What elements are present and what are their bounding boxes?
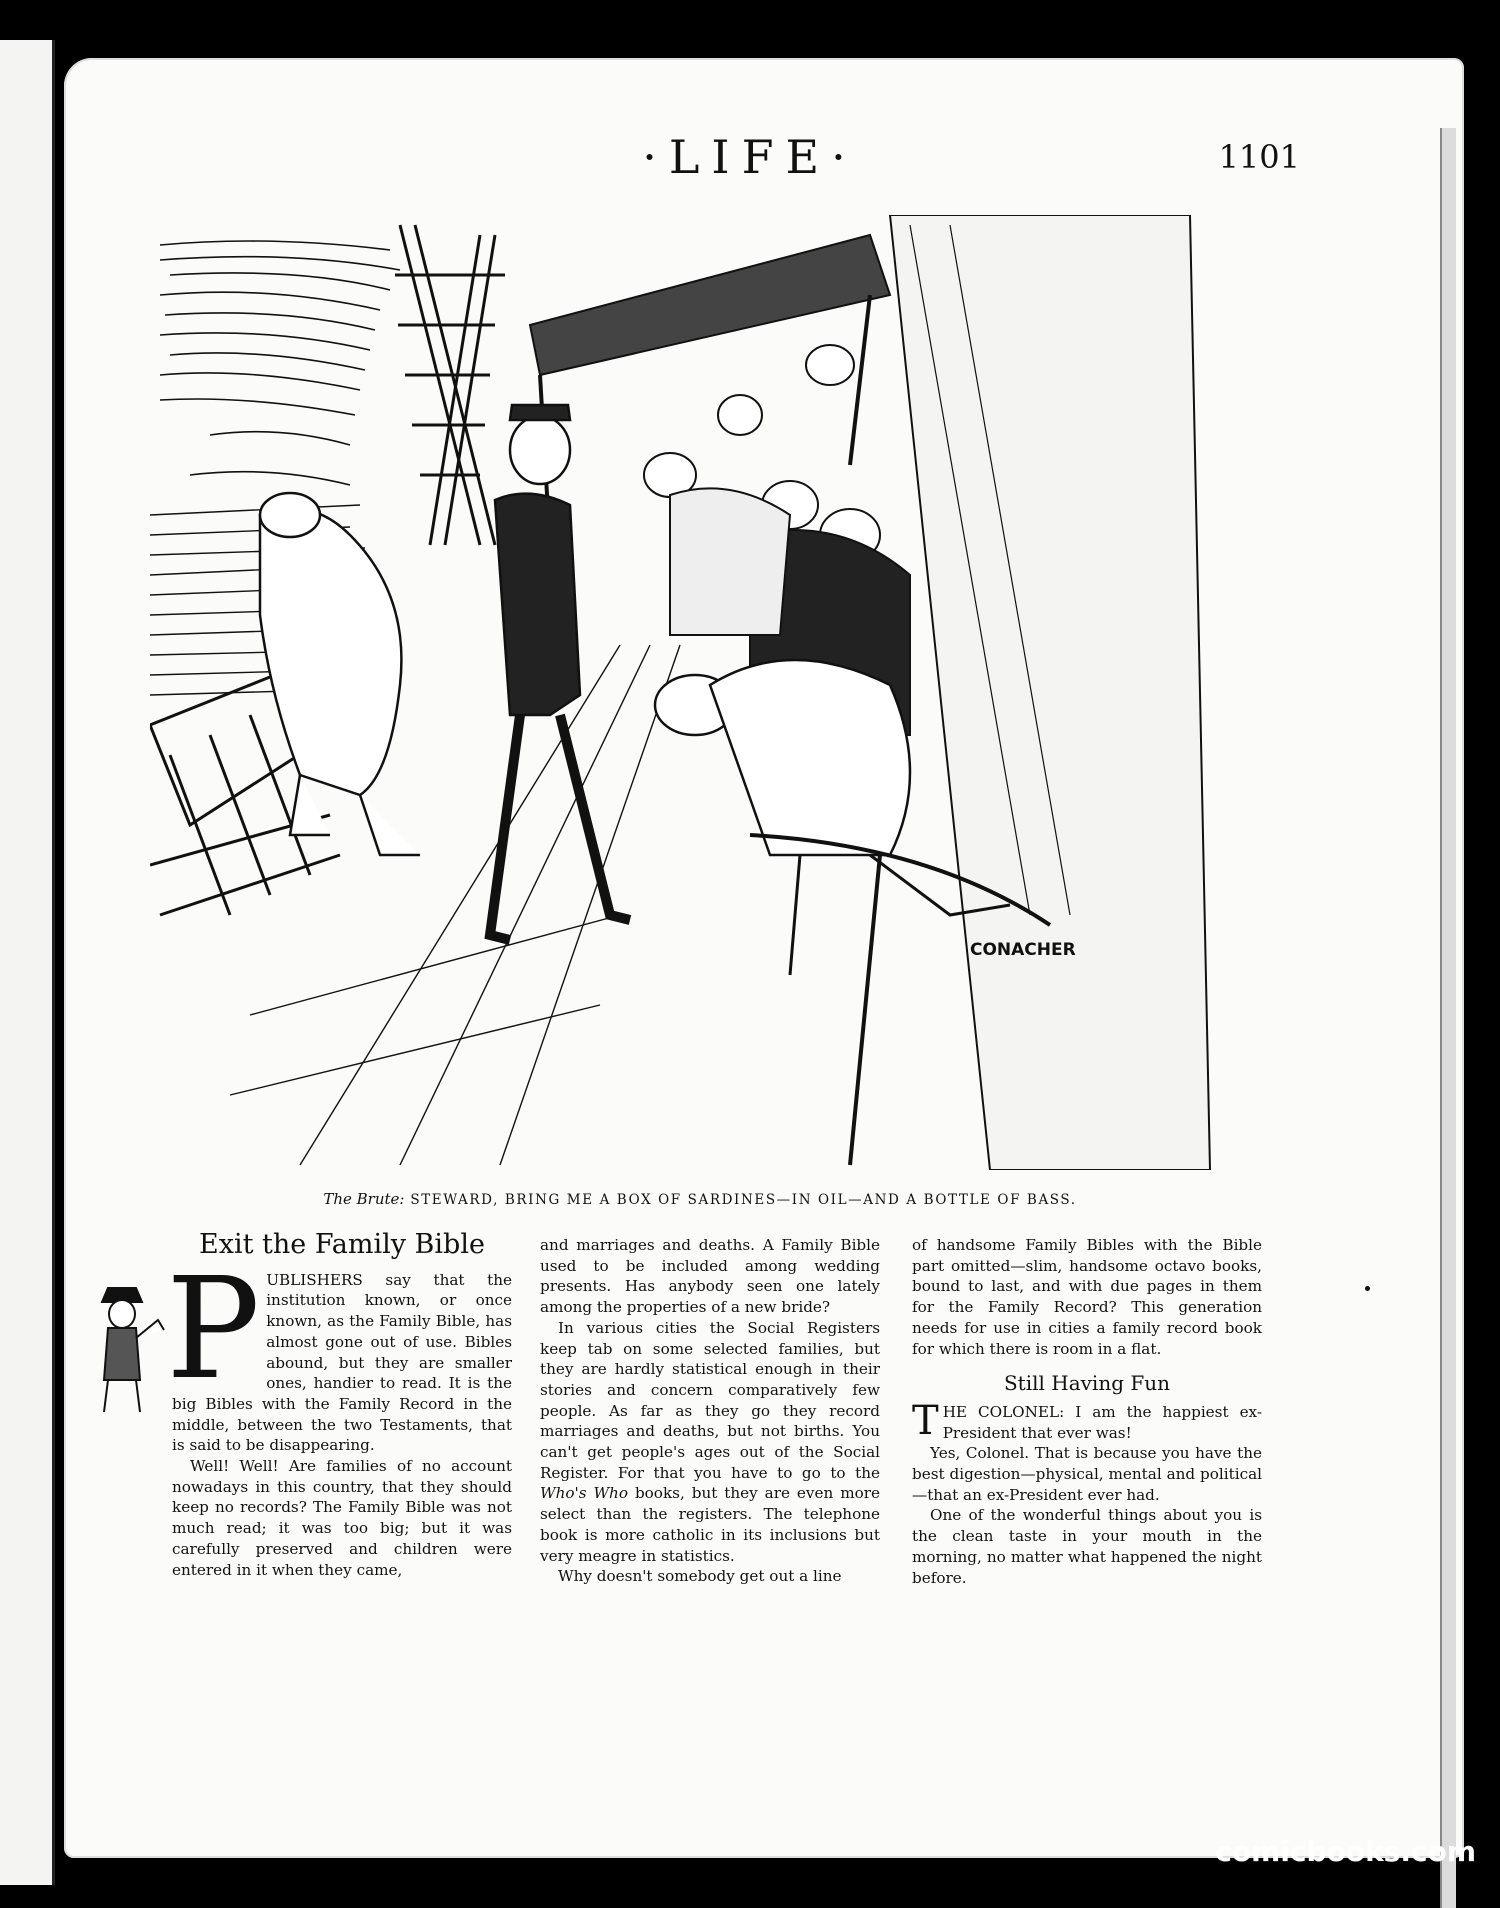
decorative-imp-figure <box>92 1280 172 1420</box>
text-run: HE COLONEL: I am the happiest ex-President that ever was! <box>942 1402 1262 1442</box>
stray-mark <box>1365 1286 1370 1291</box>
seasick-passenger <box>260 493 420 855</box>
article-column-3 <box>912 1235 1262 1588</box>
sky-hatching <box>160 241 400 485</box>
caption-text: STEWARD, BRING ME A BOX OF SARDINES—IN OIL—AND A BOTTLE OF BASS. <box>410 1192 1077 1208</box>
masthead: ·LIFE· <box>642 130 858 184</box>
article-paragraph: One of the wonderful things about you is the clean taste in your mouth in the morning, no matter what happened the night before. <box>912 1506 1262 1587</box>
illustration-caption <box>100 1190 1300 1208</box>
ship-rigging <box>395 225 505 545</box>
hull-wall <box>890 215 1210 1170</box>
article-paragraph: Well! Well! Are families of no account nowadays in this country, that they should keep no records? The Family Bible was not much read; it was too big; but it was carefully preserved and children were entered in it when they came, <box>172 1457 512 1579</box>
article-title: Exit the Family Bible <box>199 1229 485 1260</box>
article-title: Still Having Fun <box>1003 1371 1171 1396</box>
article-column-2 <box>540 1235 880 1587</box>
text-run: In various cities the Social Registers keep tab on some selected families, but they are hardly statistical enough in their stories and concern comparatively few people. As far as they go they record marriages and deaths, but not births. You can't get people's ages out of the Social Register. For that you have to go to the <box>540 1318 880 1482</box>
site-watermark: comicbooks.com <box>1215 1835 1476 1868</box>
article-paragraph: UBLISHERS say that the institution known, or once known, as the Family Bible, has almost gone out of use. Bibles abound, but they are smaller ones, handier to read. It is the big Bibles with the Family Record in the middle, between the two Testaments, that is said to be disappearing. <box>172 1270 512 1455</box>
cartoon-illustration <box>150 215 1260 1170</box>
article-paragraph: Yes, Colonel. That is because you have the best digestion—physical, mental and political—that an ex-President ever had. <box>912 1444 1262 1504</box>
page-stack-edge <box>1440 128 1456 1908</box>
article-paragraph <box>912 1397 1262 1444</box>
page-number: 1101 <box>1218 138 1300 176</box>
steward-figure <box>490 405 630 940</box>
article-paragraph <box>540 1318 880 1566</box>
article-paragraph: and marriages and deaths. A Family Bible used to be included among wedding presents. Has anybody seen one lately among the properties of a new bride? <box>540 1236 880 1317</box>
article-paragraph: of handsome Family Bibles with the Bible part omitted—slim, handsome octavo books, bound to last, and with due pages in them for the Family Record? This generation needs for use in cities a family record book for which there is room in a flat. <box>912 1236 1262 1358</box>
drop-cap: P <box>166 1247 261 1411</box>
article-body-start <box>166 1247 512 1456</box>
caption-speaker: The Brute: <box>323 1190 405 1208</box>
article-column-1 <box>166 1229 512 1580</box>
previous-page-edge <box>0 40 55 1885</box>
drop-cap: T <box>912 1397 939 1444</box>
artist-signature: CONACHER <box>970 940 1076 960</box>
book-title: Who's Who <box>540 1484 628 1503</box>
text-run: books, but they are even more select than the registers. The telephone book is more catholic in its inclusions but very meagre in statistics. <box>540 1484 881 1565</box>
article-paragraph: Why doesn't somebody get out a line <box>558 1567 842 1586</box>
